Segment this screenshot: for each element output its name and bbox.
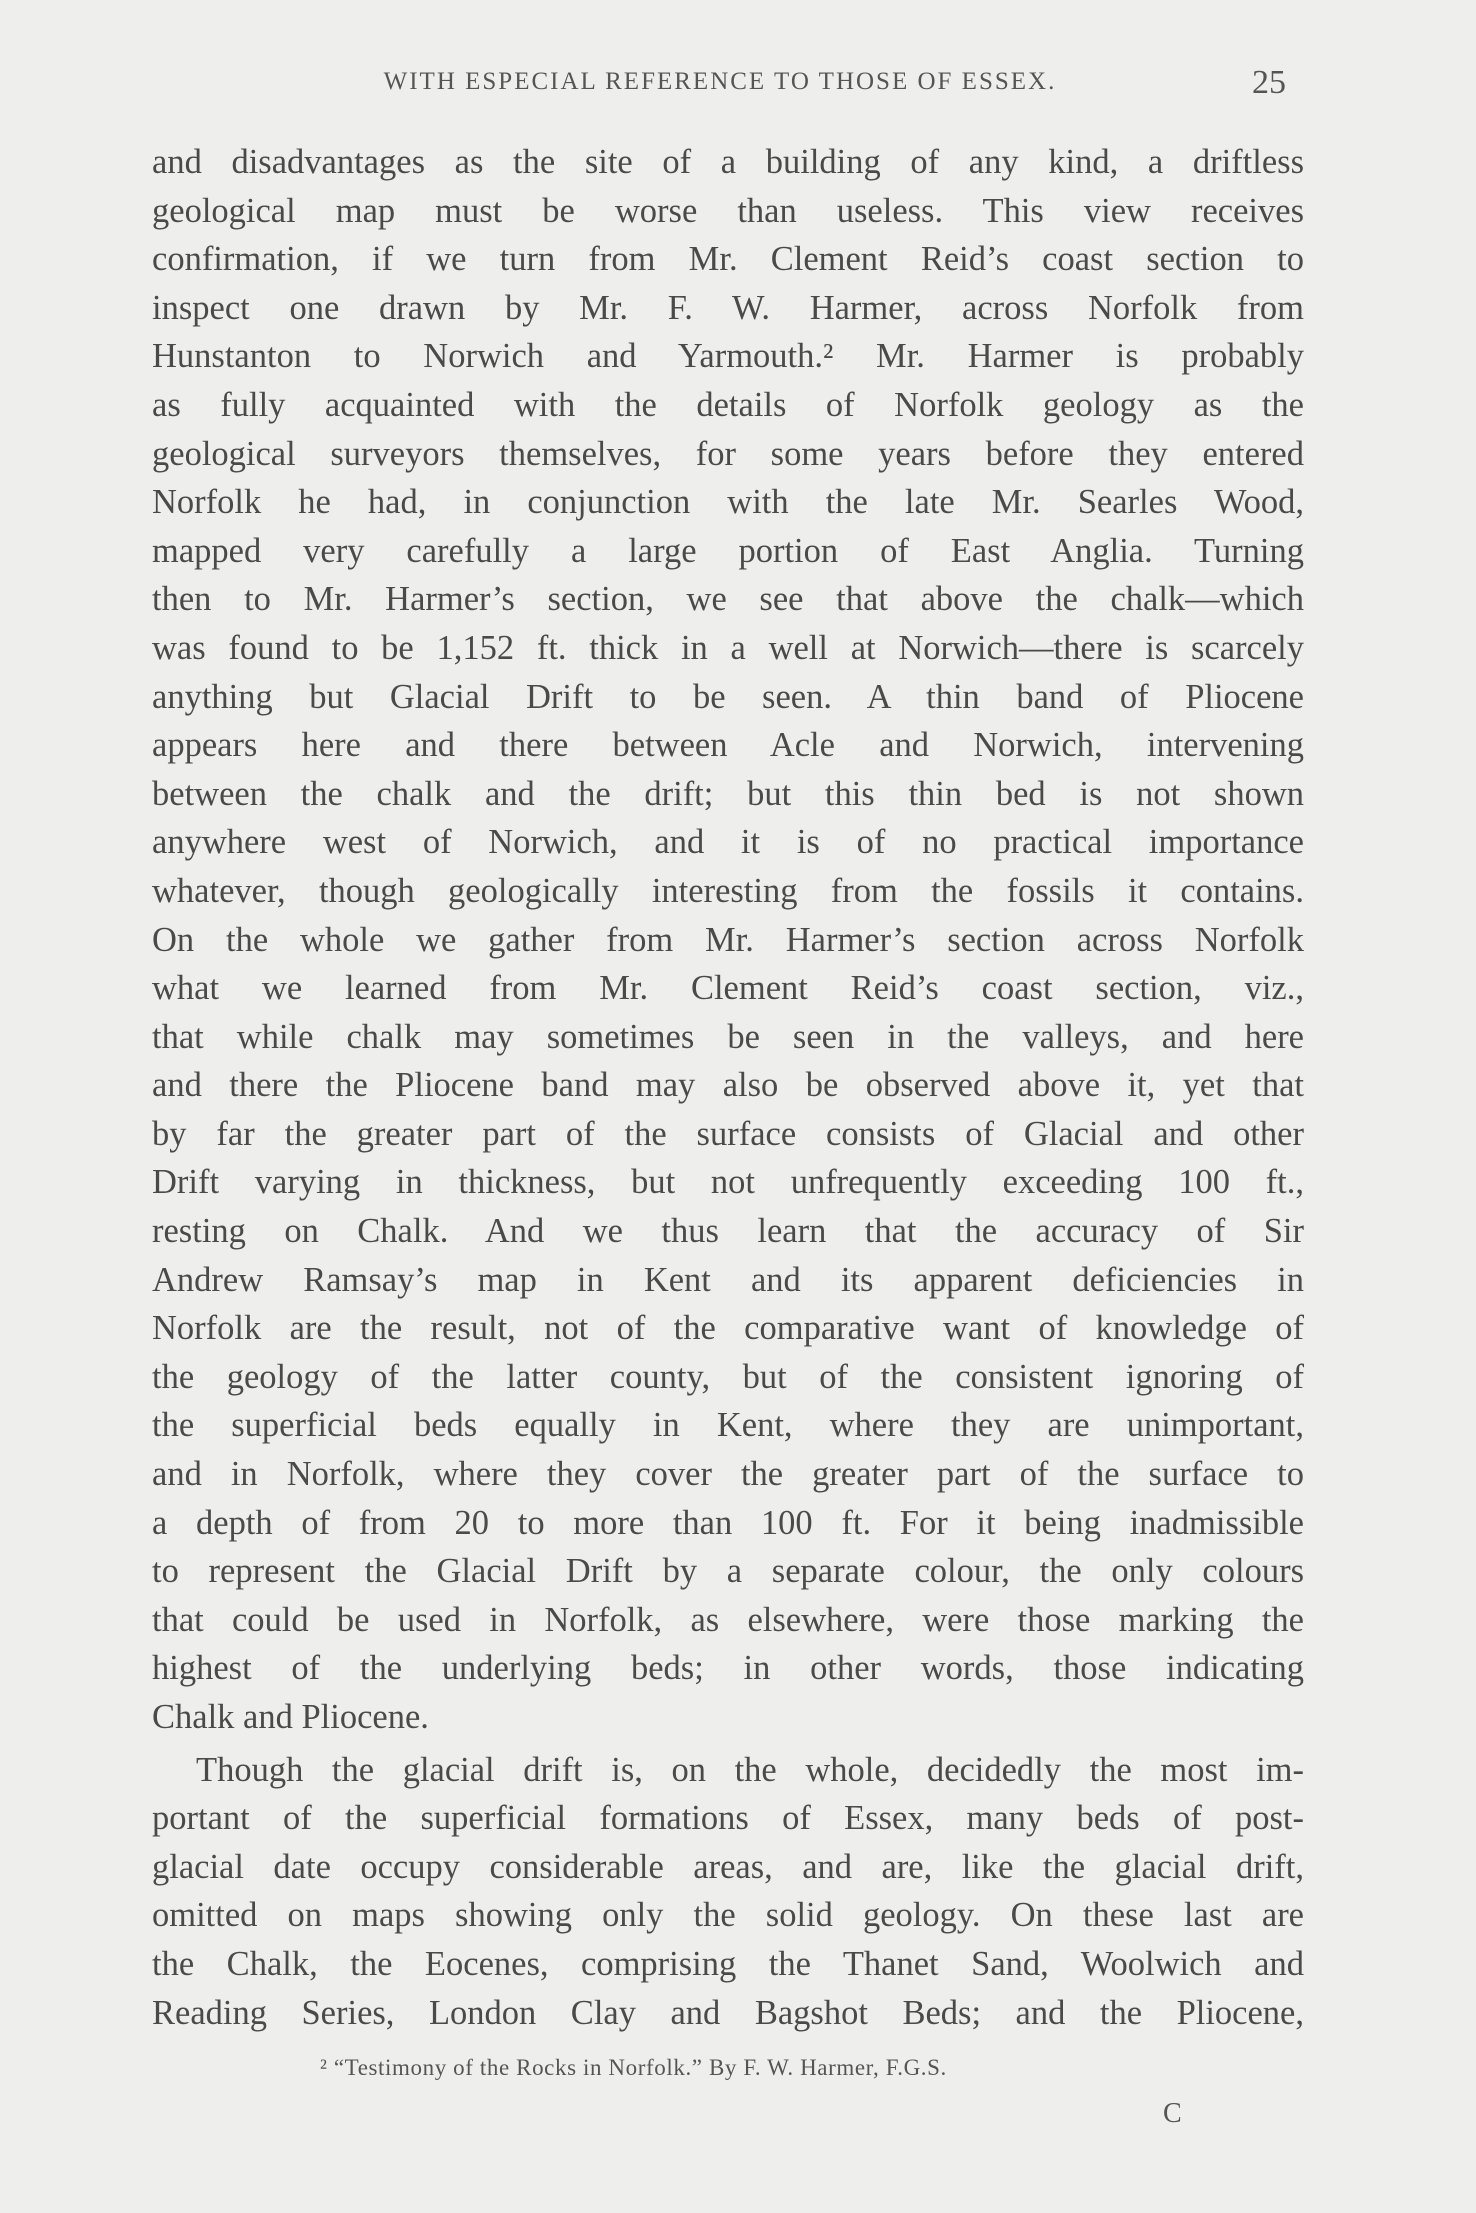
text-line: then to Mr. Harmer’s section, we see that above the chalk—which — [152, 580, 1304, 619]
text-line: that while chalk may sometimes be seen in the valleys, and here — [152, 1017, 1304, 1056]
signature-mark: C — [1163, 2098, 1182, 2129]
text-line: glacial date occupy considerable areas, and are, like the glacial drift, — [152, 1847, 1304, 1886]
text-line: On the whole we gather from Mr. Harmer’s section across Norfolk — [152, 920, 1304, 959]
text-line: appears here and there between Acle and Norwich, intervening — [152, 726, 1304, 765]
text-line: resting on Chalk. And we thus learn that the accuracy of Sir — [152, 1212, 1304, 1251]
text-line: was found to be 1,152 ft. thick in a well at Norwich—there is scarcely — [152, 628, 1304, 667]
text-line: geological map must be worse than useless. This view receives — [152, 191, 1304, 230]
text-line: and disadvantages as the site of a building of any kind, a driftless — [152, 143, 1304, 181]
text-line: the superficial beds equally in Kent, where they are unimportant, — [152, 1406, 1304, 1445]
text-line: by far the greater part of the surface consists of Glacial and other — [152, 1114, 1304, 1153]
text-line: mapped very carefully a large portion of East Anglia. Turning — [152, 531, 1304, 570]
text-line: that could be used in Norfolk, as elsewhere, were those marking the — [152, 1600, 1304, 1639]
text-line: as fully acquainted with the details of Norfolk geology as the — [152, 385, 1304, 424]
text-line: what we learned from Mr. Clement Reid’s coast section, viz., — [152, 969, 1304, 1008]
text-line: the Chalk, the Eocenes, comprising the Thanet Sand, Woolwich and — [152, 1944, 1304, 1983]
text-line: Andrew Ramsay’s map in Kent and its apparent deficiencies in — [152, 1260, 1304, 1299]
text-line: whatever, though geologically interesting from the fossils it contains. — [152, 871, 1304, 910]
running-title: WITH ESPECIAL REFERENCE TO THOSE OF ESSEX. — [383, 68, 1057, 95]
text-line: between the chalk and the drift; but this thin bed is not shown — [152, 774, 1304, 813]
text-line: Reading Series, London Clay and Bagshot Beds; and the Pliocene, — [152, 1993, 1304, 2032]
text-line: Norfolk he had, in conjunction with the late Mr. Searles Wood, — [152, 483, 1304, 522]
text-line: the geology of the latter county, but of the consistent ignoring of — [152, 1357, 1304, 1396]
text-line: Chalk and Pliocene. — [152, 1698, 429, 1736]
paragraph-1 — [152, 138, 1304, 1742]
paragraph-2 — [152, 1746, 1304, 2038]
text-line: a depth of from 20 to more than 100 ft. For it being inadmissible — [152, 1503, 1304, 1542]
page-number: 25 — [1252, 64, 1286, 101]
footnote: ² “Testimony of the Rocks in Norfolk.” By F. W. Harmer, F.G.S. — [320, 2055, 947, 2080]
text-line: and there the Pliocene band may also be observed above it, yet that — [152, 1066, 1304, 1105]
text-line: and in Norfolk, where they cover the greater part of the surface to — [152, 1455, 1304, 1494]
text-line: highest of the underlying beds; in other words, those indicating — [152, 1649, 1304, 1688]
text-line: inspect one drawn by Mr. F. W. Harmer, across Norfolk from — [152, 288, 1304, 327]
text-line: Norfolk are the result, not of the comparative want of knowledge of — [152, 1309, 1304, 1348]
text-line: anywhere west of Norwich, and it is of no practical importance — [152, 823, 1304, 862]
text-line: Hunstanton to Norwich and Yarmouth.² Mr. Harmer is probably — [152, 337, 1304, 376]
text-line: omitted on maps showing only the solid geology. On these last are — [152, 1896, 1304, 1935]
text-line: portant of the superficial formations of Essex, many beds of post- — [152, 1799, 1304, 1838]
text-line: Though the glacial drift is, on the whole, decidedly the most im- — [196, 1750, 1304, 1789]
text-line: Drift varying in thickness, but not unfrequently exceeding 100 ft., — [152, 1163, 1304, 1202]
text-line: to represent the Glacial Drift by a separate colour, the only colours — [152, 1552, 1304, 1591]
text-line: geological surveyors themselves, for some years before they entered — [152, 434, 1304, 473]
text-line: anything but Glacial Drift to be seen. A thin band of Pliocene — [152, 677, 1304, 716]
text-line: confirmation, if we turn from Mr. Clement Reid’s coast section to — [152, 240, 1304, 279]
body-text — [152, 138, 1304, 2037]
